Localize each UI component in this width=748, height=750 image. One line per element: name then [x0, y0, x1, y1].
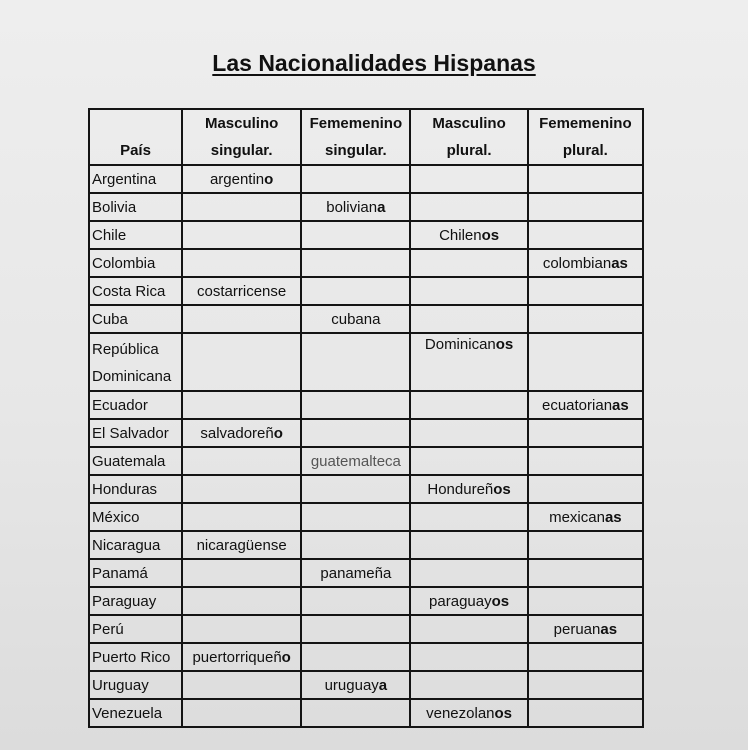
answer-cell	[301, 277, 410, 305]
answer-cell	[301, 643, 410, 671]
table-row	[89, 391, 643, 419]
answer-cell	[182, 503, 301, 531]
table-row	[89, 699, 643, 727]
answer-cell	[182, 193, 301, 221]
answer-cell	[410, 193, 527, 221]
country-cell: Honduras	[89, 475, 182, 503]
header-femenino-singular: Fememenino singular.	[301, 109, 410, 165]
answer-cell	[410, 531, 527, 559]
country-cell: Chile	[89, 221, 182, 249]
answer-cell	[410, 165, 527, 193]
answer-cell	[410, 615, 527, 643]
table-row	[89, 193, 643, 221]
header-femenino-plural: Fememenino plural.	[528, 109, 643, 165]
country-cell: Guatemala	[89, 447, 182, 475]
answer-stem: puertorriqueñ	[192, 648, 282, 666]
answer-cell	[410, 587, 527, 615]
answer-cell	[528, 531, 643, 559]
country-cell: Bolivia	[89, 193, 182, 221]
page-title: Las Nacionalidades Hispanas	[212, 50, 536, 76]
answer-cell	[410, 333, 527, 391]
answer-stem: salvadoreñ	[200, 424, 274, 442]
header-masculino-plural: Masculino plural.	[410, 109, 527, 165]
table-row	[89, 277, 643, 305]
country-cell: Puerto Rico	[89, 643, 182, 671]
answer-stem: Dominican	[424, 336, 496, 353]
answer-ending: as	[600, 620, 618, 638]
answer-cell	[410, 671, 527, 699]
answer-cell	[528, 391, 643, 419]
answer-cell	[301, 671, 410, 699]
answer-cell	[528, 277, 643, 305]
answer-cell	[182, 587, 301, 615]
answer-ending: o	[281, 648, 291, 666]
country-cell: Colombia	[89, 249, 182, 277]
answer-stem: argentin	[209, 170, 265, 188]
answer-stem: panameña	[320, 564, 392, 582]
answer-stem: venezolan	[426, 704, 495, 722]
answer-cell	[528, 419, 643, 447]
answer-cell	[528, 559, 643, 587]
answer-cell	[528, 447, 643, 475]
answer-cell	[182, 333, 301, 391]
answer-cell	[182, 699, 301, 727]
answer-cell	[528, 221, 643, 249]
table-row	[89, 447, 643, 475]
answer-cell	[410, 699, 527, 727]
country-cell: Paraguay	[89, 587, 182, 615]
answer-stem: Chilen	[439, 226, 482, 244]
table-row	[89, 643, 643, 671]
country-cell: Venezuela	[89, 699, 182, 727]
answer-cell	[301, 447, 410, 475]
answer-ending: as	[611, 254, 628, 272]
country-cell: Perú	[89, 615, 182, 643]
nationalities-table	[88, 108, 644, 728]
answer-cell	[528, 615, 643, 643]
table-row	[89, 503, 643, 531]
answer-cell	[301, 419, 410, 447]
answer-cell	[528, 643, 643, 671]
country-cell: Nicaragua	[89, 531, 182, 559]
table-row	[89, 587, 643, 615]
table-row	[89, 475, 643, 503]
answer-ending: a	[377, 198, 386, 216]
answer-cell	[410, 249, 527, 277]
table-row	[89, 671, 643, 699]
answer-stem: colombian	[542, 254, 612, 272]
answer-stem: uruguay	[324, 676, 379, 694]
answer-cell	[528, 305, 643, 333]
answer-stem: costarricense	[197, 282, 287, 300]
answer-cell	[301, 531, 410, 559]
answer-stem: cubana	[331, 310, 381, 328]
table-body	[89, 165, 643, 727]
answer-cell	[410, 643, 527, 671]
answer-cell	[182, 165, 301, 193]
answer-cell	[410, 447, 527, 475]
answer-cell	[528, 193, 643, 221]
answer-ending: as	[604, 508, 622, 526]
answer-cell	[301, 165, 410, 193]
table-row	[89, 333, 643, 391]
answer-cell	[410, 305, 527, 333]
answer-stem: mexican	[549, 508, 605, 526]
answer-cell	[301, 305, 410, 333]
answer-stem: peruan	[553, 620, 601, 638]
table-row	[89, 615, 643, 643]
answer-ending: os	[495, 336, 514, 353]
answer-cell	[182, 643, 301, 671]
header-row	[89, 109, 643, 165]
answer-cell	[182, 419, 301, 447]
answer-stem: nicaragüense	[196, 536, 287, 554]
answer-cell	[182, 615, 301, 643]
answer-cell	[182, 305, 301, 333]
table-row	[89, 419, 643, 447]
answer-cell	[182, 475, 301, 503]
answer-cell	[182, 447, 301, 475]
answer-cell	[301, 559, 410, 587]
answer-ending: o	[273, 424, 283, 442]
answer-ending: os	[481, 226, 500, 244]
answer-cell	[182, 249, 301, 277]
answer-cell	[301, 249, 410, 277]
answer-ending: os	[491, 592, 510, 610]
answer-cell	[182, 391, 301, 419]
answer-ending: os	[494, 704, 513, 722]
answer-stem: ecuatorian	[541, 396, 613, 414]
answer-cell	[410, 391, 527, 419]
answer-cell	[528, 699, 643, 727]
answer-cell	[410, 419, 527, 447]
answer-cell	[528, 333, 643, 391]
answer-cell	[301, 221, 410, 249]
answer-cell	[301, 503, 410, 531]
answer-ending: a	[378, 676, 388, 694]
country-cell: República Dominicana	[89, 333, 182, 391]
answer-cell	[182, 221, 301, 249]
country-cell: El Salvador	[89, 419, 182, 447]
answer-cell	[182, 277, 301, 305]
answer-cell	[301, 193, 410, 221]
answer-cell	[410, 475, 527, 503]
country-cell: Cuba	[89, 305, 182, 333]
answer-cell	[182, 671, 301, 699]
table-row	[89, 305, 643, 333]
answer-cell	[528, 671, 643, 699]
answer-cell	[182, 559, 301, 587]
header-masculino-singular: Masculino singular.	[182, 109, 301, 165]
answer-cell	[301, 333, 410, 391]
answer-cell	[528, 587, 643, 615]
table-row	[89, 221, 643, 249]
country-cell: Argentina	[89, 165, 182, 193]
answer-cell	[410, 277, 527, 305]
answer-cell	[528, 165, 643, 193]
answer-cell	[301, 699, 410, 727]
table-row	[89, 249, 643, 277]
country-cell: Costa Rica	[89, 277, 182, 305]
answer-stem: bolivian	[326, 198, 378, 216]
answer-cell	[410, 221, 527, 249]
country-cell: Panamá	[89, 559, 182, 587]
country-cell: Ecuador	[89, 391, 182, 419]
answer-stem: paraguay	[429, 592, 492, 610]
answer-ending: as	[612, 396, 629, 414]
answer-ending: os	[493, 480, 511, 498]
country-cell: Uruguay	[89, 671, 182, 699]
answer-cell	[528, 503, 643, 531]
answer-ending: o	[264, 170, 274, 188]
table-row	[89, 559, 643, 587]
answer-cell	[301, 615, 410, 643]
answer-stem: guatemalteca	[310, 452, 401, 470]
header-pais: País	[89, 109, 182, 165]
answer-cell	[528, 475, 643, 503]
answer-cell	[410, 559, 527, 587]
answer-cell	[410, 503, 527, 531]
answer-cell	[301, 391, 410, 419]
table-row	[89, 531, 643, 559]
answer-cell	[182, 531, 301, 559]
country-cell: México	[89, 503, 182, 531]
answer-cell	[301, 475, 410, 503]
answer-stem: Hondureñ	[427, 480, 494, 498]
answer-cell	[301, 587, 410, 615]
table-row	[89, 165, 643, 193]
answer-cell	[528, 249, 643, 277]
